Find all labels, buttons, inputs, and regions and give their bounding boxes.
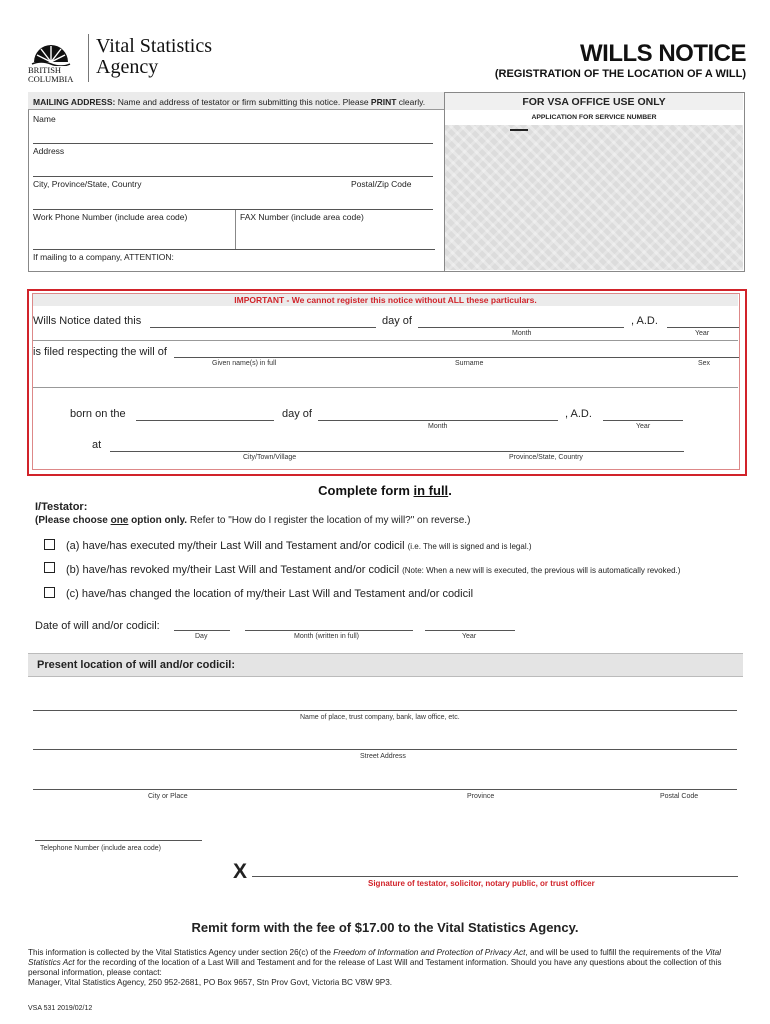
dated-label: Wills Notice dated this (33, 315, 142, 327)
signature-caption: Signature of testator, solicitor, notary public, or trust officer (368, 879, 595, 888)
instr-one: one (110, 515, 129, 526)
province-wordmark (28, 66, 73, 84)
born-ad-label: , A.D. (565, 408, 592, 420)
option-c-text (66, 588, 473, 600)
testator-heading: I/Testator: (35, 501, 88, 513)
phone-caption: Telephone Number (include area code) (40, 845, 162, 852)
mailing-heading-bold: MAILING ADDRESS: (33, 97, 116, 107)
surname-caption: Surname (455, 360, 484, 367)
born-day-field[interactable] (136, 420, 274, 421)
province-caption: Province (467, 793, 495, 800)
instr-a: (Please choose (35, 515, 111, 526)
prov-country-caption: Province/State, Country (509, 454, 583, 461)
location-city-field[interactable] (33, 789, 737, 790)
foippa-act: Freedom of Information and Protection of Privacy Act (333, 948, 526, 957)
province-line2: COLUMBIA (28, 74, 74, 84)
born-label: born on the (70, 408, 126, 420)
option-b-text (66, 564, 680, 576)
street-caption: Street Address (360, 753, 406, 760)
postal-code-caption: Postal Code (660, 793, 699, 800)
place-caption: Name of place, trust company, bank, law office, etc. (300, 714, 460, 721)
complete-text-c: . (448, 483, 452, 498)
born-year-field[interactable] (603, 420, 683, 421)
page-subtitle: (REGISTRATION OF THE LOCATION OF A WILL) (494, 68, 746, 80)
location-street-field[interactable] (33, 749, 737, 750)
ad-label: , A.D. (631, 315, 658, 327)
logo-divider (88, 34, 89, 82)
testator-name-field[interactable] (174, 357, 739, 358)
important-divider-1 (33, 340, 738, 341)
vital-statistics-act: Vital Statistics Act (28, 948, 721, 967)
will-year-caption: Year (462, 633, 477, 640)
mailing-heading (33, 97, 425, 107)
contact-line: Manager, Vital Statistics Agency, 250 952-2681, PO Box 9657, Stn Prov Govt, Victoria BC V8W 9P3. (28, 978, 393, 987)
option-b-label: (b) have/has revoked my/their Last Will and Testament and/or codicil (66, 564, 403, 576)
mailing-heading-print: PRINT (370, 97, 397, 107)
born-year-caption: Year (636, 423, 651, 430)
city-place-caption: City or Place (148, 793, 188, 800)
dated-day-field[interactable] (150, 327, 376, 328)
province-line1: BRITISH (28, 65, 62, 75)
day-of-label: day of (382, 315, 412, 327)
option-a-label: (a) have/has executed my/their Last Will and Testament and/or codicil (66, 540, 408, 552)
will-month-field[interactable] (245, 630, 413, 631)
attention-label: If mailing to a company, ATTENTION: (33, 252, 174, 262)
complete-text-a: Complete form (318, 483, 414, 498)
address-label: Address (33, 146, 65, 156)
name-field[interactable] (33, 143, 433, 144)
dated-month-field[interactable] (418, 327, 624, 328)
location-place-field[interactable] (33, 710, 737, 711)
year-caption: Year (695, 330, 710, 337)
born-month-caption: Month (428, 423, 448, 430)
sex-caption: Sex (698, 360, 711, 367)
city-town-caption: City/Town/Village (243, 454, 297, 461)
office-use-title: FOR VSA OFFICE USE ONLY (522, 96, 666, 108)
birthplace-field[interactable] (110, 451, 684, 452)
privacy-text-c: for the recording of the location of a Last Will and Testament and for the release of Last Will and Testament information. Should you have any questions about the collection of this personal information, please contact: (28, 958, 722, 977)
application-number-label: APPLICATION FOR SERVICE NUMBER (531, 114, 657, 121)
important-divider-2 (33, 387, 738, 388)
option-b-note: (Note: When a new will is executed, the previous will is automatically revoked.) (402, 566, 681, 575)
location-phone-field[interactable] (35, 840, 202, 841)
mailing-heading-end: clearly. (396, 97, 426, 107)
complete-form-notice (0, 483, 770, 498)
work-phone-label: Work Phone Number (include area code) (33, 212, 188, 222)
option-c-checkbox[interactable] (44, 587, 55, 598)
remit-fee-notice: Remit form with the fee of $17.00 to the Vital Statistics Agency. (191, 920, 579, 935)
privacy-paragraph (28, 948, 743, 978)
will-day-caption: Day (195, 633, 208, 640)
address-field[interactable] (33, 176, 433, 177)
privacy-text-b: , and will be used to fulfill the requirements of the (525, 948, 706, 957)
important-text-a: We cannot register this notice without (291, 295, 448, 305)
will-month-caption: Month (written in full) (294, 633, 359, 640)
form-code: VSA 531 2019/02/12 (28, 1005, 93, 1012)
important-lead: IMPORTANT - (234, 295, 292, 305)
phone-fax-divider (235, 210, 236, 250)
fax-label: FAX Number (include area code) (240, 212, 364, 222)
name-label: Name (33, 114, 56, 124)
born-month-field[interactable] (318, 420, 558, 421)
at-label: at (92, 439, 102, 451)
bc-logo-sun-icon (30, 38, 72, 66)
option-b-checkbox[interactable] (44, 562, 55, 573)
page-title: WILLS NOTICE (580, 40, 746, 67)
signature-field[interactable] (252, 876, 738, 877)
option-a-text (66, 540, 532, 552)
city-label: City, Province/State, Country (33, 179, 142, 189)
option-a-checkbox[interactable] (44, 539, 55, 550)
important-text-all: ALL (447, 295, 464, 305)
privacy-text-a: This information is collected by the Vital Statistics Agency under section 26(c) of the (28, 948, 334, 957)
agency-wordmark (96, 36, 212, 78)
given-names-caption: Given name(s) in full (212, 360, 277, 367)
important-heading (33, 295, 738, 305)
office-use-area (445, 125, 743, 270)
location-heading: Present location of will and/or codicil: (37, 659, 236, 671)
born-day-of-label: day of (282, 408, 312, 420)
application-number-dash (510, 129, 528, 131)
dated-year-field[interactable] (667, 327, 739, 328)
important-text-b: these particulars. (463, 295, 537, 305)
agency-line2: Agency (96, 56, 159, 78)
complete-text-b: in full (413, 483, 449, 498)
privacy-notice (28, 948, 743, 988)
phone-fax-field[interactable] (33, 249, 435, 250)
mailing-heading-rest: Name and address of testator or firm submitting this notice. Please (115, 97, 371, 107)
month-caption: Month (512, 330, 532, 337)
instr-c: Refer to "How do I register the location of my will?" on reverse.) (187, 515, 471, 526)
agency-line1: Vital Statistics (96, 35, 213, 57)
postal-label: Postal/Zip Code (351, 179, 412, 189)
will-year-field[interactable] (425, 630, 515, 631)
will-day-field[interactable] (174, 630, 230, 631)
signature-x-mark: X (233, 860, 248, 883)
filed-label: is filed respecting the will of (33, 346, 167, 358)
will-date-label: Date of will and/or codicil: (35, 620, 160, 632)
city-postal-field[interactable] (33, 209, 433, 210)
option-c-label: (c) have/has changed the location of my/their Last Will and Testament and/or codicil (66, 588, 474, 600)
option-a-note: (i.e. The will is signed and is legal.) (407, 542, 532, 551)
instr-b: option only. (128, 515, 188, 526)
testator-instructions (35, 515, 470, 526)
